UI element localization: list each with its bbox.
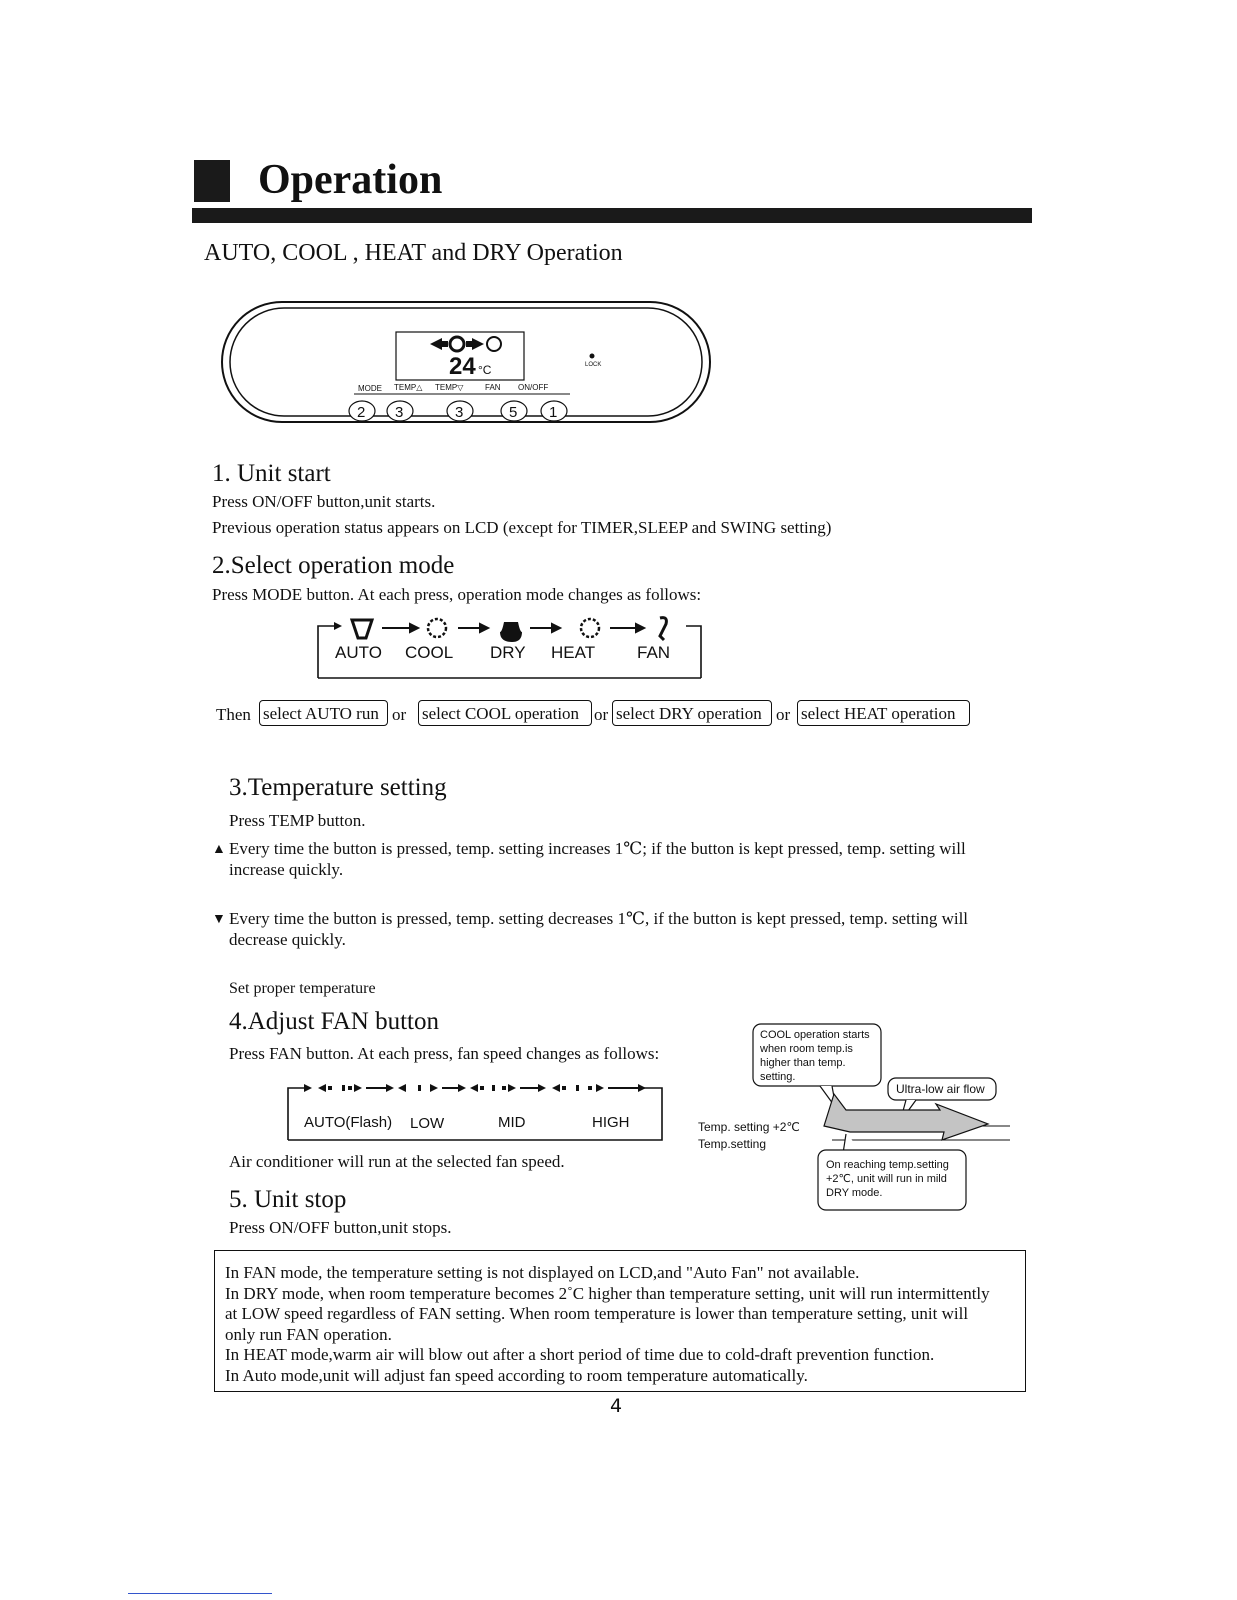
- choice-heat: select HEAT operation: [797, 700, 970, 726]
- step1-heading: 1. Unit start: [212, 460, 331, 487]
- dry-mode-diagram: [698, 1022, 1014, 1232]
- label-temp-plus2: Temp. setting +2℃: [698, 1120, 800, 1134]
- speed-label-mid: MID: [498, 1114, 526, 1131]
- bubble-top-line3: higher than temp.: [760, 1057, 846, 1069]
- auto-mode-icon: [352, 620, 372, 638]
- callout-fan: 5: [509, 404, 518, 421]
- notes-box: [214, 1250, 1026, 1392]
- lock-label: LOCK: [585, 362, 602, 368]
- callout-temp-down: 3: [455, 404, 464, 421]
- mode-cycle-diagram: [316, 616, 706, 682]
- title-rule: [192, 208, 1032, 223]
- note-line: In Auto mode,unit will adjust fan speed according to room temperature automatically.: [225, 1365, 808, 1385]
- speed-label-low: LOW: [410, 1115, 445, 1132]
- note-line: In DRY mode, when room temperature becomes 2˚C higher than temperature setting, unit will run intermittently: [225, 1283, 990, 1303]
- choice-dry: select DRY operation: [612, 700, 772, 726]
- callout-onoff: 1: [549, 404, 558, 421]
- control-panel-illustration: [220, 298, 715, 438]
- footer-rule: [128, 1593, 272, 1594]
- lock-indicator: [590, 354, 595, 359]
- fan-speed-cycle-diagram: [286, 1076, 666, 1144]
- fan-auto-icon: [318, 1084, 362, 1092]
- up-triangle-icon: ▲: [212, 842, 226, 857]
- bubble-top-line1: COOL operation starts: [760, 1029, 870, 1041]
- set-proper-temp: Set proper temperature: [229, 980, 376, 997]
- or-label: or: [594, 705, 609, 724]
- page-number: 4: [610, 1395, 623, 1417]
- fan-low-icon: [398, 1084, 438, 1092]
- or-label: or: [776, 705, 791, 724]
- step4-heading: 4.Adjust FAN button: [229, 1008, 439, 1035]
- label-temp-setting: Temp.setting: [698, 1137, 767, 1151]
- cool-mode-icon: [428, 619, 446, 637]
- fan-mode-icon: [660, 618, 666, 640]
- choice-cool: select COOL operation: [418, 700, 592, 726]
- mode-label-fan: FAN: [637, 643, 671, 662]
- bubble-right-label: Ultra-low air flow: [896, 1082, 985, 1096]
- lcd-temp: 24: [449, 353, 476, 380]
- dry-mode-icon: [500, 622, 522, 642]
- bubble-bottom-line1: On reaching temp.setting: [826, 1159, 949, 1171]
- bubble-bottom-line3: DRY mode.: [826, 1187, 883, 1199]
- step2-line1: Press MODE button. At each press, operation mode changes as follows:: [212, 585, 702, 604]
- mode-label-dry: DRY: [490, 643, 526, 662]
- step2-heading: 2.Select operation mode: [212, 552, 455, 579]
- step4-after: Air conditioner will run at the selected fan speed.: [229, 1152, 565, 1171]
- mode-label-cool: COOL: [405, 643, 454, 662]
- fan-mid-icon: [470, 1084, 516, 1092]
- step5-line1: Press ON/OFF button,unit stops.: [229, 1218, 452, 1237]
- step3-up-line1: Every time the button is pressed, temp. setting increases 1℃; if the button is kept pressed, temp. setting will: [229, 839, 966, 858]
- heat-mode-icon: [581, 619, 599, 637]
- lcd-unit: °C: [478, 363, 492, 377]
- step3-heading: 3.Temperature setting: [229, 774, 447, 801]
- panel-button-mode: MODE: [358, 384, 382, 393]
- note-line: only run FAN operation.: [225, 1324, 392, 1344]
- mode-label-auto: AUTO: [335, 643, 382, 662]
- step1-line1: Press ON/OFF button,unit starts.: [212, 492, 436, 511]
- bubble-top-line4: setting.: [760, 1071, 796, 1083]
- step4-line1: Press FAN button. At each press, fan speed changes as follows:: [229, 1044, 660, 1063]
- page-title: Operation: [258, 157, 443, 203]
- callout-mode: 2: [357, 404, 366, 421]
- step3-down-line1: Every time the button is pressed, temp. setting decreases 1℃, if the button is kept pressed, temp. setting will: [229, 909, 969, 928]
- speed-label-high: HIGH: [592, 1114, 630, 1131]
- fan-high-icon: [552, 1084, 604, 1092]
- mode-label-heat: HEAT: [551, 643, 596, 662]
- choice-auto: select AUTO run: [259, 700, 388, 726]
- step3-down-line2: decrease quickly.: [229, 930, 346, 949]
- or-label: or: [392, 705, 407, 724]
- note-line: at LOW speed regardless of FAN setting. When room temperature is lower than temperature setting, unit will: [225, 1304, 969, 1323]
- panel-button-temp-up: TEMP△: [394, 383, 423, 392]
- title-square: [194, 160, 230, 202]
- section-subtitle: AUTO, COOL , HEAT and DRY Operation: [204, 240, 623, 266]
- panel-button-onoff: ON/OFF: [518, 383, 549, 392]
- down-triangle-icon: ▼: [212, 912, 226, 927]
- then-label: Then: [216, 705, 251, 724]
- note-line: In HEAT mode,warm air will blow out after a short period of time due to cold-draft prevention function.: [225, 1345, 935, 1364]
- step1-line2: Previous operation status appears on LCD (except for TIMER,SLEEP and SWING setting): [212, 518, 832, 537]
- speed-label-auto: AUTO(Flash): [304, 1114, 393, 1131]
- note-line: In FAN mode, the temperature setting is not displayed on LCD,and "Auto Fan" not available.: [225, 1263, 860, 1282]
- bubble-top-line2: when room temp.is: [760, 1043, 853, 1055]
- step3-up-line2: increase quickly.: [229, 860, 344, 879]
- callout-temp-up: 3: [395, 404, 404, 421]
- step5-heading: 5. Unit stop: [229, 1186, 347, 1213]
- panel-button-fan: FAN: [485, 383, 501, 392]
- step3-line1: Press TEMP button.: [229, 811, 366, 830]
- bubble-bottom-line2: +2℃, unit will run in mild: [826, 1173, 947, 1185]
- panel-button-temp-down: TEMP▽: [435, 383, 464, 392]
